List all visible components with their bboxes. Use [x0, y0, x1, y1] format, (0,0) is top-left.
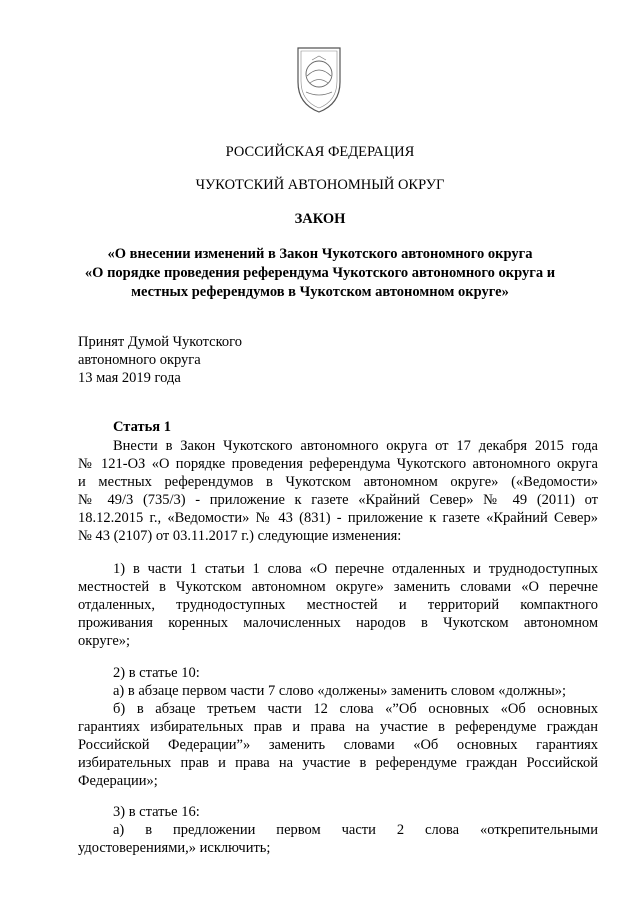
item-3a-line: удостоверениями,» исключить; — [78, 840, 271, 856]
country-heading: РОССИЙСКАЯ ФЕДЕРАЦИЯ — [225, 144, 415, 160]
article-intro-line: № 43 (2107) от 03.11.2017 г.) следующие изменения: — [78, 528, 402, 544]
item-1-line: 1) в части 1 статьи 1 слова «О перечне отдаленных и труднодоступных — [113, 561, 598, 577]
item-1-line: округе»; — [78, 633, 131, 649]
adoption-date: 13 мая 2019 года — [78, 370, 181, 386]
item-2b-line: Федерации»; — [78, 773, 158, 789]
article-intro-line: Внести в Закон Чукотского автономного округа от 17 декабря 2015 года — [113, 438, 598, 454]
law-title-line: местных референдумов в Чукотском автономном округе» — [131, 284, 509, 300]
law-title-line: «О внесении изменений в Закон Чукотского автономного округа — [107, 246, 533, 262]
article-heading: Статья 1 — [113, 419, 171, 435]
article-intro-line: и местных референдумов в Чукотском автономном округе» («Ведомости» — [78, 474, 598, 490]
article-intro-line: № 49/3 (735/3) - приложение к газете «Крайний Север» № 49 (2011) от — [78, 492, 598, 508]
item-1-line: отдаленных, труднодоступных местностей и территорий компактного — [78, 597, 598, 613]
item-2b-line: Российской Федерации”» заменить словами «Об основных гарантиях — [78, 737, 598, 753]
item-2b-line: гарантиях избирательных прав и права на участие в референдуме граждан — [78, 719, 598, 735]
item-1-line: местностей в Чукотском автономном округе» заменить словами «О перечне — [78, 579, 598, 595]
article-intro-line: 18.12.2015 г., «Ведомости» № 43 (831) - приложение к газете «Крайний Север» — [78, 510, 598, 526]
item-2a-line: а) в абзаце первом части 7 слово «должены» заменить словом «должны»; — [113, 683, 567, 699]
law-title-line: «О порядке проведения референдума Чукотского автономного округа и — [84, 265, 556, 281]
item-2b-line: избирательных прав и права на участие в референдуме граждан Российской — [78, 755, 598, 771]
adoption-line: Принят Думой Чукотского — [78, 334, 243, 350]
adoption-line: автономного округа — [78, 352, 201, 368]
region-heading: ЧУКОТСКИЙ АВТОНОМНЫЙ ОКРУГ — [195, 177, 445, 193]
item-3a-line: а) в предложении первом части 2 слова «открепительными — [113, 822, 598, 838]
item-2b-line: б) в абзаце третьем части 12 слова «”Об основных «Об основных — [113, 701, 598, 717]
item-1-line: проживания коренных малочисленных народов в Чукотском автономном — [78, 615, 598, 631]
item-2-heading: 2) в статье 10: — [113, 665, 200, 681]
article-intro-line: № 121-ОЗ «О порядке проведения референдума Чукотского автономного округа — [78, 456, 598, 472]
item-3-heading: 3) в статье 16: — [113, 804, 200, 820]
document-type-heading: ЗАКОН — [294, 211, 346, 227]
coat-of-arms-emblem — [294, 46, 344, 114]
